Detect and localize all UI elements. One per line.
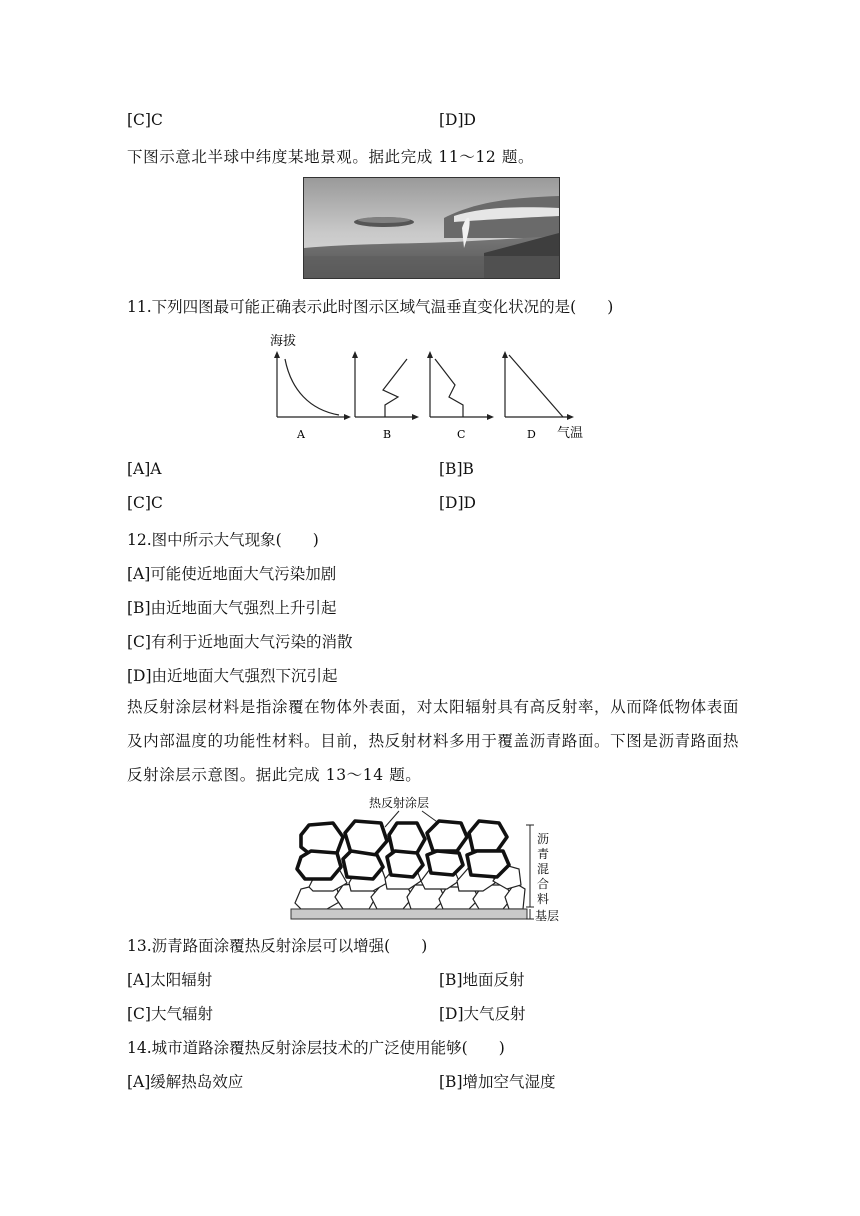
graph-label-d: D	[527, 428, 536, 441]
q11-option-d: [D]D	[439, 494, 476, 512]
q14-stem: 14.城市道路涂覆热反射涂层技术的广泛使用能够( )	[127, 1039, 505, 1057]
graph-b	[352, 351, 419, 441]
q13-option-d: [D]大气反射	[439, 1005, 526, 1023]
q12-option-a: [A]可能使近地面大气污染加剧	[127, 565, 337, 583]
q11-option-b: [B]B	[439, 460, 474, 478]
q13-option-a: [A]太阳辐射	[127, 971, 213, 989]
q13-option-c: [C]大气辐射	[127, 1005, 213, 1023]
q12-option-d: [D]由近地面大气强烈下沉引起	[127, 667, 338, 685]
option-c: [C]C	[127, 111, 163, 129]
q11-option-c: [C]C	[127, 494, 163, 512]
base-label: 基层	[535, 909, 560, 923]
graph-c	[427, 351, 494, 441]
q13-option-b: [B]地面反射	[439, 971, 525, 989]
q13-stem: 13.沥青路面涂覆热反射涂层可以增强( )	[127, 937, 428, 955]
graph-ylabel: 海拔	[270, 334, 297, 349]
graph-label-b: B	[383, 428, 392, 441]
q14-option-a: [A]缓解热岛效应	[127, 1073, 244, 1091]
graph-label-c: C	[457, 428, 466, 441]
graph-a	[274, 351, 351, 441]
option-d: [D]D	[439, 111, 476, 129]
q12-stem: 12.图中所示大气现象( )	[127, 531, 319, 549]
q12-option-b: [B]由近地面大气强烈上升引起	[127, 599, 337, 617]
graph-xlabel: 气温	[557, 426, 584, 441]
asphalt-label-4: 合	[537, 877, 550, 891]
asphalt-label-1: 沥	[537, 832, 550, 846]
q12-option-c: [C]有利于近地面大气污染的消散	[127, 633, 353, 651]
asphalt-label-2: 青	[537, 847, 550, 861]
q14-option-b: [B]增加空气湿度	[439, 1073, 556, 1091]
asphalt-coating-diagram	[287, 793, 577, 928]
intro-text-2: 热反射涂层材料是指涂覆在物体外表面，对太阳辐射具有高反射率，从而降低物体表面及内部温度的功能性材料。目前，热反射材料多用于覆盖沥青路面。下图是沥青路面热反射涂层示意图。据此完成 13～14 题。	[127, 698, 739, 784]
q11-stem: 11.下列四图最可能正确表示此时图示区域气温垂直变化状况的是( )	[127, 298, 614, 316]
asphalt-label-5: 料	[537, 892, 550, 906]
asphalt-label-3: 混	[537, 862, 550, 876]
coating-label: 热反射涂层	[369, 796, 430, 810]
intro-text-1: 下图示意北半球中纬度某地景观。据此完成 11～12 题。	[127, 148, 535, 166]
q11-option-a: [A]A	[127, 460, 162, 478]
temperature-altitude-graphs	[265, 325, 595, 450]
landscape-photo	[303, 177, 560, 279]
graph-label-a: A	[297, 428, 305, 441]
